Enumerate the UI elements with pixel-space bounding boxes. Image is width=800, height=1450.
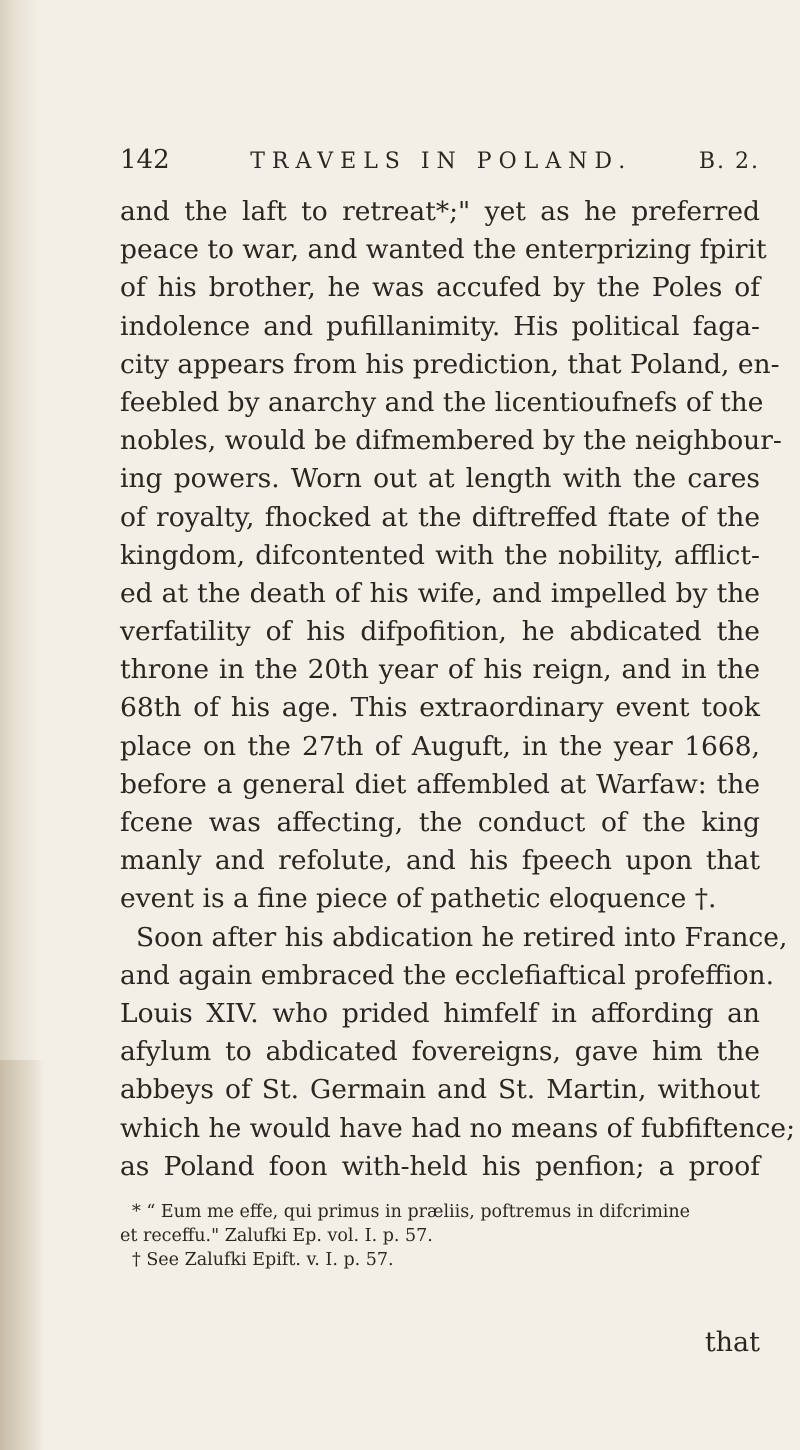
text-line: and again embraced the ecclefiaftical profeffion. xyxy=(120,959,775,991)
text-line: abbeys of St. Germain and St. Martin, without xyxy=(120,1074,760,1106)
footnote-line: * “ Eum me effe, qui primus in præliis, poftremus in difcrimine xyxy=(132,1201,691,1222)
footnote-line: † See Zalufki Epift. v. I. p. 57. xyxy=(132,1249,394,1270)
text-line: fcene was affecting, the conduct of the king xyxy=(120,807,760,838)
text-line: of his brother, he was accufed by the Poles of xyxy=(120,272,760,304)
text-line: of royalty, fhocked at the diftreffed ftate of the xyxy=(120,501,760,533)
page-gutter-shadow-lower xyxy=(0,1060,45,1450)
body-text xyxy=(120,193,795,1186)
running-title: TRAVELS IN POLAND. xyxy=(250,149,633,174)
text-line: kingdom, difcontented with the nobility, afflict- xyxy=(120,539,760,571)
book-number: B. 2. xyxy=(698,149,760,174)
text-line: as Poland foon with-held his penfion; a proof xyxy=(120,1150,760,1182)
text-line: before a general diet affembled at Warfaw: the xyxy=(120,768,760,800)
text-line: ing powers. Worn out at length with the cares xyxy=(120,463,760,495)
text-line: manly and refolute, and his fpeech upon that xyxy=(120,845,760,877)
text-line: Louis XIV. who prided himfelf in affording an xyxy=(120,997,760,1029)
footnotes xyxy=(120,1200,760,1272)
text-line: afylum to abdicated fovereigns, gave him the xyxy=(120,1036,760,1068)
text-line: which he would have had no means of fubfiftence; xyxy=(120,1112,795,1144)
footnote-line: et receffu." Zalufki Ep. vol. I. p. 57. xyxy=(120,1225,433,1246)
text-line: and the laft to retreat*;" yet as he preferred xyxy=(120,196,760,227)
page-header xyxy=(120,145,760,185)
text-line: feebled by anarchy and the licentioufnefs of the xyxy=(120,386,764,418)
text-line: throne in the 20th year of his reign, and in the xyxy=(120,654,760,686)
text-line: verfatility of his difpofition, he abdicated the xyxy=(120,616,760,648)
text-line: 68th of his age. This extraordinary event took xyxy=(120,692,760,724)
text-line: indolence and pufillanimity. His political faga- xyxy=(120,310,760,342)
text-line: place on the 27th of Auguft, in the year 1668, xyxy=(120,730,760,762)
text-line: event is a fine piece of pathetic eloquence †. xyxy=(120,883,717,915)
text-line: peace to war, and wanted the enterprizing fpirit xyxy=(120,234,767,266)
catchword: that xyxy=(704,1327,760,1358)
text-line: ed at the death of his wife, and impelled by the xyxy=(120,577,760,609)
text-line: nobles, would be difmembered by the neighbour- xyxy=(120,425,782,457)
text-line: Soon after his abdication he retired into France, xyxy=(136,921,788,953)
page-number: 142 xyxy=(120,145,170,175)
book-page xyxy=(120,145,795,1358)
text-line: city appears from his prediction, that Poland, en- xyxy=(120,348,780,380)
